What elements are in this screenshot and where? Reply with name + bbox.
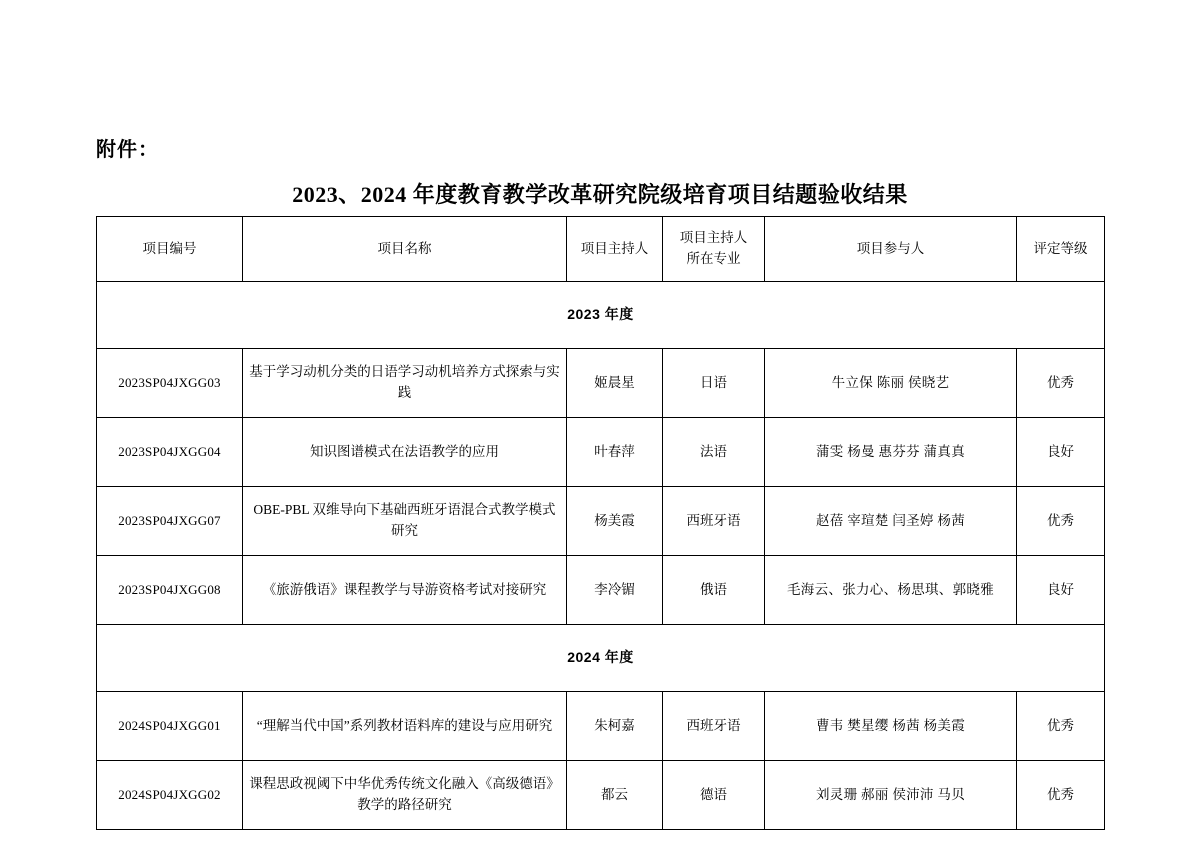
cell-project-id: 2024SP04JXGG02 bbox=[97, 761, 243, 830]
cell-leader-major: 德语 bbox=[663, 761, 765, 830]
cell-grade: 优秀 bbox=[1017, 761, 1105, 830]
cell-project-leader: 杨美霞 bbox=[567, 487, 663, 556]
cell-project-id: 2023SP04JXGG03 bbox=[97, 349, 243, 418]
table-row bbox=[97, 761, 1105, 830]
table-row bbox=[97, 487, 1105, 556]
cell-project-id: 2023SP04JXGG07 bbox=[97, 487, 243, 556]
cell-project-members: 毛海云、张力心、杨思琪、郭晓雅 bbox=[765, 556, 1017, 625]
cell-project-leader: 都云 bbox=[567, 761, 663, 830]
cell-grade: 良好 bbox=[1017, 556, 1105, 625]
section-label: 2023 年度 bbox=[97, 282, 1105, 349]
cell-project-members: 曹韦 樊星缨 杨茜 杨美霞 bbox=[765, 692, 1017, 761]
cell-project-leader: 叶春萍 bbox=[567, 418, 663, 487]
cell-leader-major: 西班牙语 bbox=[663, 692, 765, 761]
column-header-major-line1: 项目主持人 bbox=[679, 230, 748, 246]
cell-leader-major: 日语 bbox=[663, 349, 765, 418]
section-row bbox=[97, 282, 1105, 349]
cell-leader-major: 西班牙语 bbox=[663, 487, 765, 556]
cell-project-name: 知识图谱模式在法语教学的应用 bbox=[243, 418, 567, 487]
cell-project-members: 牛立保 陈丽 侯晓艺 bbox=[765, 349, 1017, 418]
table-body bbox=[97, 282, 1105, 830]
cell-project-id: 2023SP04JXGG04 bbox=[97, 418, 243, 487]
table-row bbox=[97, 349, 1105, 418]
cell-project-leader: 姬晨星 bbox=[567, 349, 663, 418]
table-row bbox=[97, 692, 1105, 761]
section-row bbox=[97, 625, 1105, 692]
column-header-id: 项目编号 bbox=[97, 217, 243, 282]
table-row bbox=[97, 556, 1105, 625]
cell-grade: 良好 bbox=[1017, 418, 1105, 487]
attachment-label: 附件： bbox=[96, 139, 159, 161]
cell-project-id: 2024SP04JXGG01 bbox=[97, 692, 243, 761]
cell-project-leader: 朱柯嘉 bbox=[567, 692, 663, 761]
column-header-major bbox=[663, 217, 765, 282]
cell-grade: 优秀 bbox=[1017, 692, 1105, 761]
column-header-major-line2: 所在专业 bbox=[686, 251, 741, 266]
cell-project-name: 《旅游俄语》课程教学与导游资格考试对接研究 bbox=[243, 556, 567, 625]
cell-project-leader: 李冷镅 bbox=[567, 556, 663, 625]
page-title: 2023、2024 年度教育教学改革研究院级培育项目结题验收结果 bbox=[292, 182, 908, 207]
cell-project-name: “理解当代中国”系列教材语料库的建设与应用研究 bbox=[243, 692, 567, 761]
table-header-row bbox=[97, 217, 1105, 282]
column-header-name: 项目名称 bbox=[243, 217, 567, 282]
cell-grade: 优秀 bbox=[1017, 487, 1105, 556]
cell-leader-major: 法语 bbox=[663, 418, 765, 487]
cell-project-name: 课程思政视阈下中华优秀传统文化融入《高级德语》教学的路径研究 bbox=[243, 761, 567, 830]
cell-grade: 优秀 bbox=[1017, 349, 1105, 418]
cell-project-id: 2023SP04JXGG08 bbox=[97, 556, 243, 625]
cell-project-name: OBE-PBL 双维导向下基础西班牙语混合式教学模式研究 bbox=[243, 487, 567, 556]
column-header-leader: 项目主持人 bbox=[567, 217, 663, 282]
cell-project-members: 赵蓓 宰瑄楚 闫圣婷 杨茜 bbox=[765, 487, 1017, 556]
column-header-grade: 评定等级 bbox=[1017, 217, 1105, 282]
table-header bbox=[97, 217, 1105, 282]
cell-project-name: 基于学习动机分类的日语学习动机培养方式探索与实践 bbox=[243, 349, 567, 418]
results-table bbox=[96, 216, 1105, 830]
section-label: 2024 年度 bbox=[97, 625, 1105, 692]
cell-leader-major: 俄语 bbox=[663, 556, 765, 625]
column-header-members: 项目参与人 bbox=[765, 217, 1017, 282]
table-row bbox=[97, 418, 1105, 487]
cell-project-members: 蒲雯 杨曼 惠芬芬 蒲真真 bbox=[765, 418, 1017, 487]
cell-project-members: 刘灵珊 郝丽 侯沛沛 马贝 bbox=[765, 761, 1017, 830]
